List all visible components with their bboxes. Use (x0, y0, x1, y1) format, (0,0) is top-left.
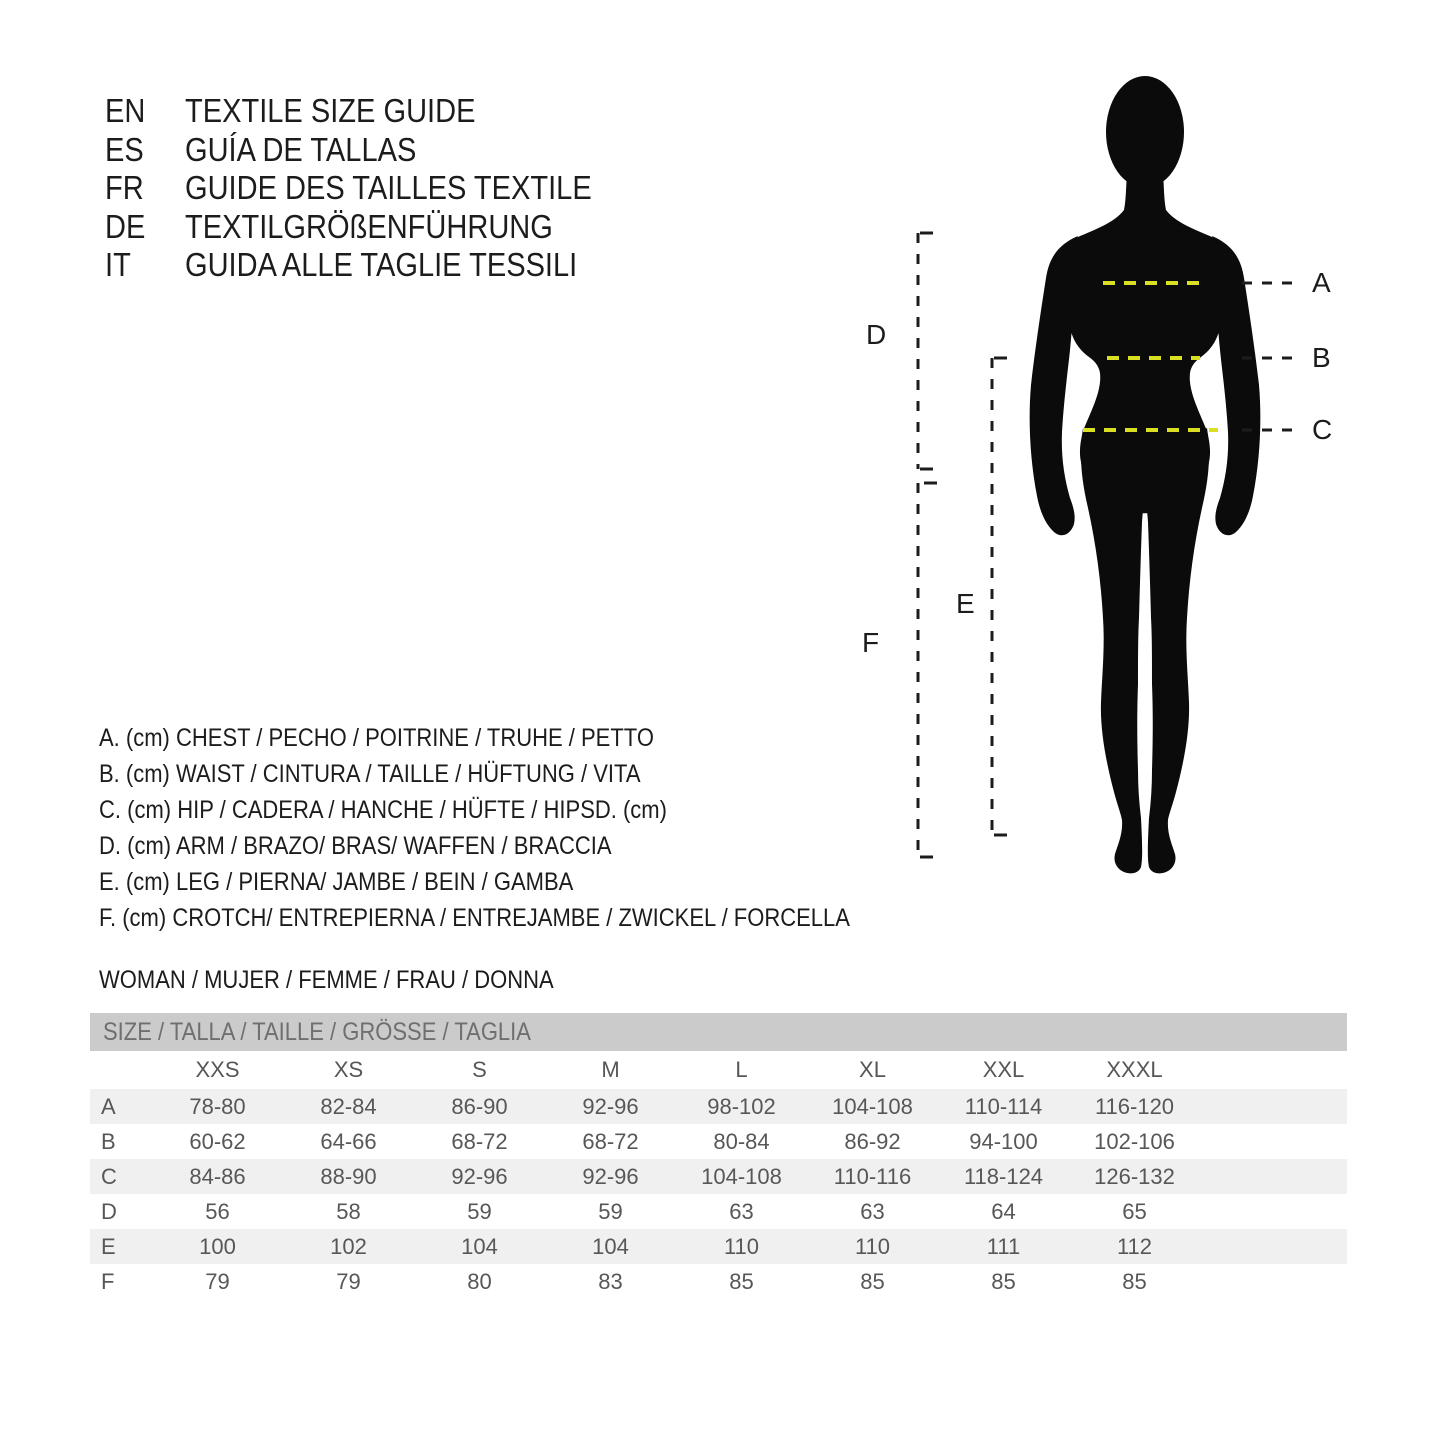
language-title-block (105, 92, 647, 285)
silhouette-left-leg (1081, 428, 1145, 873)
size-table-corner (90, 1051, 152, 1089)
size-value-cell: 86-92 (844, 1128, 901, 1154)
size-value-cell: 60-62 (189, 1128, 246, 1154)
language-code: FR (105, 169, 144, 206)
guide-title: TEXTILE SIZE GUIDE (185, 92, 476, 129)
guide-title: GUIDA ALLE TAGLIE TESSILI (185, 246, 578, 283)
size-column-header-xs: XS (333, 1057, 364, 1082)
size-value-cell: 59 (467, 1198, 492, 1224)
size-value-cell: 100 (199, 1233, 236, 1259)
language-row (105, 131, 647, 170)
measure-row-label-b: B (101, 1128, 116, 1154)
silhouette-right-leg (1145, 428, 1209, 873)
size-value-cell: 104-108 (832, 1093, 913, 1119)
size-value-cell: 110-116 (833, 1163, 912, 1189)
size-table-body (90, 1089, 1347, 1299)
guide-title: GUÍA DE TALLAS (185, 130, 417, 168)
size-value-cell: 83 (598, 1268, 623, 1294)
size-value-cell: 116-120 (1094, 1093, 1175, 1119)
language-code: ES (105, 130, 144, 168)
size-table-section (90, 1013, 1347, 1299)
language-code: EN (105, 92, 146, 129)
size-table-header-bar (90, 1013, 1347, 1051)
size-value-cell: 98-102 (707, 1093, 776, 1119)
size-column-header-xxs: XXS (195, 1057, 240, 1082)
size-value-cell: 112 (1116, 1233, 1153, 1259)
size-value-cell: 64 (991, 1198, 1016, 1224)
size-value-cell: 86-90 (451, 1093, 508, 1119)
size-column-header-s: S (472, 1057, 487, 1082)
size-value-cell: 80 (467, 1268, 492, 1294)
definition-line-d: D. (cm) ARM / BRAZO/ BRAS/ WAFFEN / BRACCIA (99, 832, 612, 860)
size-value-cell: 79 (205, 1268, 230, 1294)
definition-line-e: E. (cm) LEG / PIERNA/ JAMBE / BEIN / GAMBA (99, 868, 574, 896)
definition-line-f: F. (cm) CROTCH/ ENTREPIERNA / ENTREJAMBE / ZWICKEL / FORCELLA (99, 904, 850, 932)
table-filler (1200, 1124, 1347, 1159)
size-value-cell: 118-124 (963, 1163, 1044, 1189)
size-value-cell: 110 (723, 1233, 760, 1259)
size-table-title: SIZE / TALLA / TAILLE / GRÖSSE / TAGLIA (103, 1018, 531, 1046)
label-hip-c: C (1312, 414, 1333, 445)
size-column-header-xxl: XXL (982, 1057, 1025, 1082)
size-value-cell: 85 (991, 1268, 1016, 1294)
size-value-cell: 64-66 (320, 1128, 377, 1154)
size-value-cell: 58 (336, 1198, 361, 1224)
guide-title: TEXTILGRÖßENFÜHRUNG (185, 207, 553, 245)
table-filler (1200, 1051, 1347, 1089)
silhouette-head (1106, 76, 1184, 188)
size-value-cell: 80-84 (713, 1128, 770, 1154)
size-value-cell: 63 (729, 1198, 754, 1224)
measure-row-label-f: F (101, 1268, 115, 1294)
table-filler (1200, 1229, 1347, 1264)
size-value-cell: 111 (986, 1233, 1021, 1259)
size-value-cell: 88-90 (320, 1163, 377, 1189)
language-row (105, 92, 647, 131)
table-filler (1200, 1089, 1347, 1124)
size-table-row-c (90, 1159, 1347, 1194)
size-value-cell: 102 (330, 1233, 367, 1259)
table-filler (1200, 1264, 1347, 1299)
size-value-cell: 85 (1122, 1268, 1147, 1294)
size-table-row-e (90, 1229, 1347, 1264)
size-value-cell: 102-106 (1094, 1128, 1175, 1154)
measure-row-label-d: D (101, 1198, 117, 1224)
size-value-cell: 94-100 (969, 1128, 1038, 1154)
language-row (105, 208, 647, 247)
size-column-header-row (90, 1051, 1347, 1089)
size-value-cell: 59 (598, 1198, 623, 1224)
language-code: IT (105, 246, 131, 283)
silhouette-torso (1047, 172, 1243, 513)
woman-silhouette (1030, 76, 1261, 873)
measurement-definitions (99, 720, 952, 936)
label-arm-d: D (866, 319, 887, 350)
label-leg-e: E (956, 588, 975, 619)
size-table-row-a (90, 1089, 1347, 1124)
measure-row-label-a: A (101, 1093, 116, 1119)
size-value-cell: 56 (205, 1198, 230, 1224)
definition-line-b: B. (cm) WAIST / CINTURA / TAILLE / HÜFTUNG / VITA (99, 760, 641, 788)
size-value-cell: 65 (1122, 1198, 1147, 1224)
size-table (90, 1051, 1347, 1299)
size-value-cell: 85 (860, 1268, 885, 1294)
language-code: DE (105, 207, 146, 245)
size-column-header-m: M (601, 1057, 620, 1082)
size-table-row-d (90, 1194, 1347, 1229)
label-chest-a: A (1312, 267, 1331, 298)
label-crotch-f: F (862, 627, 880, 658)
size-value-cell: 79 (336, 1268, 361, 1294)
size-value-cell: 110 (854, 1233, 891, 1259)
size-column-header-l: L (735, 1057, 748, 1082)
size-value-cell: 104 (592, 1233, 629, 1259)
language-row (105, 169, 647, 208)
label-waist-b: B (1312, 342, 1331, 373)
size-value-cell: 92-96 (582, 1093, 639, 1119)
size-value-cell: 68-72 (451, 1128, 508, 1154)
language-row (105, 246, 647, 285)
table-filler (1200, 1159, 1347, 1194)
guide-title: GUIDE DES TAILLES TEXTILE (185, 169, 592, 206)
size-value-cell: 68-72 (582, 1128, 639, 1154)
measure-row-label-c: C (101, 1163, 117, 1189)
measure-row-label-e: E (101, 1233, 116, 1259)
size-value-cell: 126-132 (1094, 1163, 1175, 1189)
size-column-header-xl: XL (859, 1057, 886, 1082)
size-value-cell: 78-80 (189, 1093, 246, 1119)
size-column-header-xxxl: XXXL (1106, 1057, 1163, 1082)
size-value-cell: 82-84 (320, 1093, 377, 1119)
size-value-cell: 85 (729, 1268, 754, 1294)
definition-line-c: C. (cm) HIP / CADERA / HANCHE / HÜFTE / HIPSD. (cm) (99, 796, 667, 824)
table-filler (1200, 1194, 1347, 1229)
gender-heading: WOMAN / MUJER / FEMME / FRAU / DONNA (99, 966, 554, 994)
size-value-cell: 110-114 (964, 1093, 1043, 1119)
size-value-cell: 63 (860, 1198, 885, 1224)
size-value-cell: 84-86 (189, 1163, 246, 1189)
size-value-cell: 92-96 (451, 1163, 508, 1189)
definition-line-a: A. (cm) CHEST / PECHO / POITRINE / TRUHE / PETTO (99, 724, 654, 752)
size-table-row-f (90, 1264, 1347, 1299)
size-value-cell: 92-96 (582, 1163, 639, 1189)
size-value-cell: 104-108 (701, 1163, 782, 1189)
size-table-row-b (90, 1124, 1347, 1159)
size-value-cell: 104 (461, 1233, 498, 1259)
